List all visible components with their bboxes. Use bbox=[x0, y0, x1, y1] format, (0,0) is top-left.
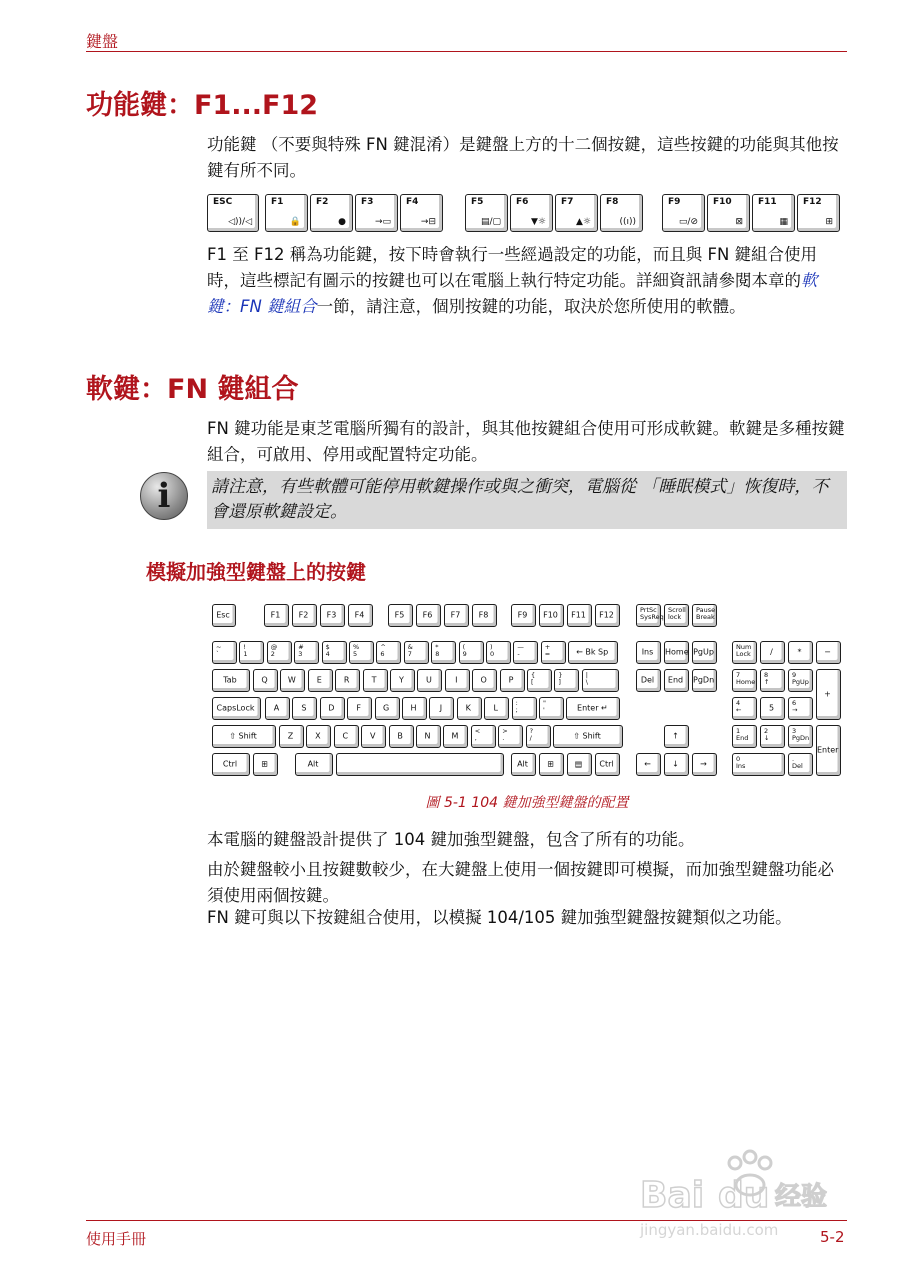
fkey-label: F2 bbox=[316, 197, 329, 207]
keyboard-key bbox=[760, 697, 785, 720]
key-label: G bbox=[382, 703, 390, 713]
key-label: U bbox=[425, 675, 432, 685]
keyboard-key bbox=[239, 641, 264, 664]
key-label: O bbox=[480, 675, 487, 685]
key-label: F7 bbox=[450, 610, 461, 620]
fkey-f7 bbox=[555, 194, 598, 232]
key-label: Num Lock bbox=[736, 643, 752, 658]
keyboard-key bbox=[511, 604, 536, 627]
keyboard-key bbox=[472, 669, 497, 692]
keyboard-key bbox=[664, 669, 689, 692]
fkey-symbol-icon: ⊞ bbox=[825, 217, 833, 227]
key-label: ⊞ bbox=[261, 759, 268, 769]
keyboard-key bbox=[295, 753, 333, 776]
function-key-strip bbox=[207, 194, 849, 232]
fkey-label: F4 bbox=[406, 197, 419, 207]
keyboard-key bbox=[539, 697, 564, 720]
fkey-symbol-icon: →▭ bbox=[374, 217, 391, 227]
key-label: F10 bbox=[543, 610, 558, 620]
footer-rule bbox=[86, 1220, 847, 1221]
key-label: ~ ` bbox=[216, 643, 222, 658]
key-label: ⇧ Shift bbox=[573, 731, 601, 741]
fkey-f1 bbox=[265, 194, 308, 232]
key-label: M bbox=[451, 731, 459, 741]
keyboard-key bbox=[404, 641, 429, 664]
fkey-label: F7 bbox=[561, 197, 574, 207]
paragraph-function-keys-intro: 功能鍵 （不要與特殊 FN 鍵混淆）是鍵盤上方的十二個按鍵，這些按鍵的功能與其他按鍵有所不同。 bbox=[207, 135, 839, 180]
keyboard-key bbox=[732, 697, 757, 720]
fkey-symbol-icon: ▦ bbox=[779, 217, 788, 227]
keyboard-key bbox=[664, 753, 689, 776]
keyboard-key bbox=[664, 604, 689, 627]
key-label: + = bbox=[544, 643, 551, 658]
key-label: B bbox=[397, 731, 403, 741]
keyboard-key bbox=[389, 725, 414, 748]
keyboard-key bbox=[636, 753, 661, 776]
keyboard-key bbox=[417, 669, 442, 692]
fkey-f3 bbox=[355, 194, 398, 232]
key-label: Pause Break bbox=[696, 606, 716, 621]
keyboard-key bbox=[292, 604, 317, 627]
key-label: R bbox=[343, 675, 350, 685]
keyboard-key bbox=[636, 669, 661, 692]
key-label: PrtSc SysReq bbox=[640, 606, 664, 621]
svg-text:jingyan.baidu.com: jingyan.baidu.com bbox=[640, 1221, 779, 1239]
keyboard-key bbox=[416, 725, 441, 748]
keyboard-key bbox=[294, 641, 319, 664]
keyboard-key bbox=[484, 697, 509, 720]
fkey-symbol-icon: →⊟ bbox=[420, 217, 436, 227]
keyboard-key bbox=[732, 669, 757, 692]
keyboard-key bbox=[334, 725, 359, 748]
keyboard-key bbox=[322, 641, 347, 664]
section-heading-function-keys: 功能鍵：F1...F12 bbox=[86, 90, 319, 121]
key-label: ↑ bbox=[672, 731, 679, 741]
baidu-watermark-logo bbox=[640, 1145, 850, 1245]
key-label: P bbox=[508, 675, 514, 685]
keyboard-key bbox=[816, 641, 841, 664]
info-icon: i bbox=[140, 472, 188, 520]
key-label: — - bbox=[517, 643, 524, 658]
keyboard-key bbox=[636, 604, 664, 627]
keyboard-key bbox=[443, 725, 468, 748]
cross-reference-link[interactable]: 軟鍵：FN 鍵組合 bbox=[207, 271, 818, 316]
key-label: Enter ↵ bbox=[577, 703, 608, 713]
keyboard-key bbox=[511, 753, 536, 776]
fkey-f4 bbox=[400, 194, 443, 232]
keyboard-key bbox=[402, 697, 427, 720]
key-label: ? / bbox=[529, 727, 534, 742]
keyboard-key bbox=[664, 641, 689, 664]
key-label: D bbox=[328, 703, 335, 713]
fkey-label: F10 bbox=[713, 197, 732, 207]
fkey-symbol-icon: ▤/▢ bbox=[480, 217, 501, 227]
keyboard-key bbox=[253, 669, 278, 692]
keyboard-key bbox=[320, 697, 345, 720]
keyboard-key bbox=[390, 669, 415, 692]
key-label: F bbox=[356, 703, 361, 713]
key-label: @ 2 bbox=[270, 643, 278, 658]
header-rule bbox=[86, 51, 847, 52]
key-label: Home bbox=[665, 647, 689, 657]
key-label: End bbox=[667, 675, 684, 685]
fkey-label: F3 bbox=[361, 197, 374, 207]
key-label: F8 bbox=[478, 610, 489, 620]
keyboard-key bbox=[512, 697, 537, 720]
key-label: Alt bbox=[307, 759, 319, 769]
keyboard-key bbox=[788, 697, 813, 720]
keyboard-key bbox=[347, 697, 372, 720]
key-label: 4 ← bbox=[736, 699, 742, 714]
key-label: | \ bbox=[585, 671, 588, 686]
keyboard-key bbox=[445, 669, 470, 692]
key-label: / bbox=[770, 647, 773, 657]
keyboard-key bbox=[816, 725, 841, 776]
key-label: Enter bbox=[817, 745, 839, 755]
keyboard-key bbox=[320, 604, 345, 627]
key-label: I bbox=[455, 675, 458, 685]
key-label: X bbox=[315, 731, 321, 741]
key-label: + bbox=[824, 689, 831, 699]
key-label: T bbox=[371, 675, 377, 685]
key-label: F12 bbox=[599, 610, 614, 620]
key-label: 9 PgUp bbox=[792, 671, 809, 686]
keyboard-key bbox=[732, 725, 757, 748]
keyboard-key bbox=[732, 641, 757, 664]
key-label: 5 bbox=[768, 703, 775, 713]
key-label: 3 PgDn bbox=[792, 727, 810, 742]
keyboard-key bbox=[308, 669, 333, 692]
keyboard-key bbox=[348, 604, 373, 627]
key-label: H bbox=[410, 703, 417, 713]
key-label: & 7 bbox=[407, 643, 413, 658]
fkey-symbol-icon: ⊠ bbox=[735, 217, 743, 227]
keyboard-key bbox=[336, 753, 504, 776]
key-label: ! 1 bbox=[243, 643, 248, 658]
key-label: * 8 bbox=[435, 643, 440, 658]
keyboard-key bbox=[567, 753, 592, 776]
footer-page-number: 5-2 bbox=[820, 1228, 845, 1246]
keyboard-key bbox=[429, 697, 454, 720]
svg-text:du: du bbox=[718, 1175, 770, 1216]
fkey-f11 bbox=[752, 194, 795, 232]
fkey-esc bbox=[207, 194, 259, 232]
key-label: 6 → bbox=[792, 699, 798, 714]
keyboard-key bbox=[292, 697, 317, 720]
key-label: F4 bbox=[354, 610, 365, 620]
section-heading-soft-keys: 軟鍵：FN 鍵組合 bbox=[86, 374, 299, 405]
key-label: } ] bbox=[558, 671, 563, 686]
keyboard-key bbox=[692, 604, 717, 627]
keyboard-key bbox=[539, 604, 564, 627]
key-label: ^ 6 bbox=[380, 643, 386, 658]
figure-caption: 圖 5-1 104 鍵加強型鍵盤的配置 bbox=[425, 795, 629, 811]
key-label: % 5 bbox=[353, 643, 360, 658]
keyboard-key bbox=[388, 604, 413, 627]
keyboard-key bbox=[760, 725, 785, 748]
key-label: J bbox=[439, 703, 443, 713]
keyboard-key bbox=[692, 641, 717, 664]
keyboard-key bbox=[375, 697, 400, 720]
key-label: Ctrl bbox=[599, 759, 614, 769]
fkey-label: F9 bbox=[668, 197, 681, 207]
fkey-symbol-icon: ▭/⊘ bbox=[678, 217, 698, 227]
fkey-label: F5 bbox=[471, 197, 484, 207]
key-label: N bbox=[424, 731, 431, 741]
keyboard-key bbox=[472, 604, 497, 627]
keyboard-key bbox=[692, 753, 717, 776]
keyboard-key bbox=[554, 669, 579, 692]
paragraph-fn-combination: FN 鍵可與以下按鍵組合使用，以模擬 104/105 鍵加強型鍵盤按鍵類似之功能。 bbox=[207, 908, 792, 927]
fkey-label: F6 bbox=[516, 197, 529, 207]
key-label: ↓ bbox=[672, 759, 679, 769]
fkey-f6 bbox=[510, 194, 553, 232]
running-header-title: 鍵盤 bbox=[86, 32, 119, 51]
key-label: . Del bbox=[792, 755, 803, 770]
key-label: F11 bbox=[571, 610, 586, 620]
fkey-symbol-icon: ▼☼ bbox=[531, 217, 546, 227]
keyboard-key bbox=[212, 641, 237, 664]
key-label: K bbox=[465, 703, 471, 713]
key-label: F1 bbox=[270, 610, 281, 620]
fkey-symbol-icon: ● bbox=[338, 217, 346, 227]
key-label: V bbox=[369, 731, 376, 741]
keyboard-key bbox=[541, 641, 566, 664]
subheading-emulated-keys: 模擬加強型鍵盤上的按鍵 bbox=[146, 560, 366, 584]
key-label: 2 ↓ bbox=[764, 727, 770, 742]
key-label: # 3 bbox=[298, 643, 304, 658]
keyboard-key bbox=[760, 669, 785, 692]
key-label: " ' bbox=[543, 699, 546, 714]
keyboard-key bbox=[212, 725, 276, 748]
fkey-symbol-icon: ▲☼ bbox=[576, 217, 591, 227]
keyboard-key bbox=[264, 604, 289, 627]
keyboard-key bbox=[567, 604, 592, 627]
fkey-f10 bbox=[707, 194, 750, 232]
key-label: F9 bbox=[517, 610, 528, 620]
keyboard-key bbox=[431, 641, 456, 664]
key-label: F6 bbox=[422, 610, 433, 620]
keyboard-key bbox=[265, 697, 290, 720]
key-label: : ; bbox=[515, 699, 518, 714]
keyboard-key bbox=[498, 725, 523, 748]
keyboard-key bbox=[471, 725, 496, 748]
keyboard-key bbox=[692, 669, 717, 692]
keyboard-key bbox=[267, 641, 292, 664]
keyboard-key bbox=[279, 725, 304, 748]
keyboard-key bbox=[500, 669, 525, 692]
fkey-symbol-icon: ◁))/◁ bbox=[228, 217, 252, 227]
keyboard-key bbox=[732, 753, 785, 776]
key-label: F5 bbox=[394, 610, 405, 620]
keyboard-key bbox=[816, 669, 841, 720]
key-label: − bbox=[824, 647, 831, 657]
key-label: F3 bbox=[326, 610, 337, 620]
fkey-label: F12 bbox=[803, 197, 822, 207]
key-label: ← bbox=[644, 759, 651, 769]
keyboard-key bbox=[527, 669, 552, 692]
keyboard-key bbox=[595, 604, 620, 627]
note-text: 請注意，有些軟體可能停用軟鍵操作或與之衝突，電腦從 「睡眠模式」恢復時，不會還原軟鍵設定。 bbox=[211, 477, 829, 522]
paragraph-soft-keys-intro: FN 鍵功能是東芝電腦所獨有的設計，與其他按鍵組合使用可形成軟鍵。軟鍵是多種按鍵組合，可啟用、停用或配置特定功能。 bbox=[207, 419, 845, 464]
key-label: 8 ↑ bbox=[764, 671, 770, 686]
fkey-f2 bbox=[310, 194, 353, 232]
key-label: Y bbox=[399, 675, 404, 685]
keyboard-key bbox=[376, 641, 401, 664]
fkey-f9 bbox=[662, 194, 705, 232]
key-label: Z bbox=[287, 731, 294, 741]
key-label: 7 Home bbox=[736, 671, 756, 686]
fkey-symbol-icon: ((ı)) bbox=[619, 217, 636, 227]
keyboard-key bbox=[595, 753, 620, 776]
keyboard-key bbox=[513, 641, 538, 664]
keyboard-key bbox=[306, 725, 331, 748]
keyboard-key bbox=[444, 604, 469, 627]
keyboard-key bbox=[788, 725, 813, 748]
key-label: ▤ bbox=[574, 759, 583, 769]
svg-text:经验: 经验 bbox=[775, 1182, 828, 1212]
key-label: { [ bbox=[531, 671, 536, 686]
fkey-label: F8 bbox=[606, 197, 619, 207]
fkey-symbol-icon: 🔒 bbox=[289, 217, 301, 227]
key-label: PgUp bbox=[693, 647, 714, 657]
paragraph-text-part2: 一節，請注意，個別按鍵的功能，取決於您所使用的軟體。 bbox=[316, 297, 746, 316]
keyboard-key bbox=[363, 669, 388, 692]
key-label: E bbox=[316, 675, 322, 685]
keyboard-key bbox=[486, 641, 511, 664]
keyboard-key bbox=[416, 604, 441, 627]
note-box bbox=[207, 471, 847, 529]
key-label: → bbox=[700, 759, 707, 769]
fkey-f12 bbox=[797, 194, 840, 232]
key-label: A bbox=[273, 703, 280, 713]
keyboard-key bbox=[212, 604, 236, 627]
keyboard-key bbox=[280, 669, 305, 692]
keyboard-key bbox=[788, 641, 813, 664]
key-label: F2 bbox=[298, 610, 309, 620]
key-label: CapsLock bbox=[216, 703, 255, 713]
key-label: Del bbox=[640, 675, 655, 685]
keyboard-key bbox=[582, 669, 619, 692]
key-label: ⊞ bbox=[547, 759, 554, 769]
keyboard-key bbox=[212, 669, 250, 692]
paragraph-function-keys-detail bbox=[207, 242, 847, 320]
key-label: PgDn bbox=[693, 675, 715, 685]
keyboard-key bbox=[539, 753, 564, 776]
key-label: < , bbox=[474, 727, 481, 742]
keyboard-key bbox=[636, 641, 661, 664]
keyboard-key bbox=[760, 641, 785, 664]
svg-text:Bai: Bai bbox=[640, 1175, 705, 1216]
fkey-label: F1 bbox=[271, 197, 284, 207]
keyboard-key bbox=[664, 725, 689, 748]
key-label: $ 4 bbox=[325, 643, 330, 658]
fkey-f5 bbox=[465, 194, 508, 232]
key-label: Tab bbox=[223, 675, 237, 685]
footer-manual-title: 使用手冊 bbox=[86, 1230, 147, 1248]
keyboard-key bbox=[459, 641, 484, 664]
keyboard-key bbox=[335, 669, 360, 692]
keyboard-key bbox=[361, 725, 386, 748]
key-label: * bbox=[797, 647, 802, 657]
key-label: ← Bk Sp bbox=[576, 647, 609, 657]
key-label: S bbox=[301, 703, 307, 713]
key-label: L bbox=[493, 703, 498, 713]
key-label: 0 Ins bbox=[736, 755, 746, 770]
paragraph-text-part1: F1 至 F12 稱為功能鍵，按下時會執行一些經過設定的功能，而且與 FN 鍵組合使用時，這些標記有圖示的按鍵也可以在電腦上執行特定功能。詳細資訊請參閱本章的 bbox=[207, 245, 818, 290]
keyboard-key bbox=[457, 697, 482, 720]
keyboard-key bbox=[253, 753, 278, 776]
key-label: Alt bbox=[517, 759, 528, 769]
key-label: Esc bbox=[216, 610, 230, 620]
keyboard-key bbox=[788, 669, 813, 692]
keyboard-key bbox=[212, 697, 261, 720]
keyboard-key bbox=[553, 725, 623, 748]
key-label: Scroll lock bbox=[668, 606, 686, 621]
paragraph-104-key: 本電腦的鍵盤設計提供了 104 鍵加強型鍵盤，包含了所有的功能。 bbox=[207, 830, 695, 849]
key-label: Ins bbox=[641, 647, 654, 657]
keyboard-key bbox=[566, 697, 620, 720]
key-label: > . bbox=[502, 727, 508, 742]
fkey-label: F11 bbox=[758, 197, 777, 207]
keyboard-key bbox=[526, 725, 551, 748]
keyboard-key bbox=[568, 641, 618, 664]
paragraph-emulation: 由於鍵盤較小且按鍵數較少，在大鍵盤上使用一個按鍵即可模擬，而加強型鍵盤功能必須使用兩個按鍵。 bbox=[207, 860, 834, 905]
keyboard-layout-figure bbox=[212, 604, 840, 784]
key-label: Q bbox=[261, 675, 268, 685]
key-label: 1 End bbox=[736, 727, 749, 742]
key-label: ⇧ Shift bbox=[229, 731, 257, 741]
fkey-f8 bbox=[600, 194, 643, 232]
keyboard-key bbox=[349, 641, 374, 664]
keyboard-key bbox=[788, 753, 813, 776]
key-label: Ctrl bbox=[222, 759, 238, 769]
key-label: C bbox=[342, 731, 349, 741]
key-label: W bbox=[287, 675, 296, 685]
keyboard-key bbox=[212, 753, 250, 776]
key-label: ( 9 bbox=[462, 643, 467, 658]
key-label: ) 0 bbox=[490, 643, 495, 658]
fkey-label: ESC bbox=[213, 197, 233, 207]
